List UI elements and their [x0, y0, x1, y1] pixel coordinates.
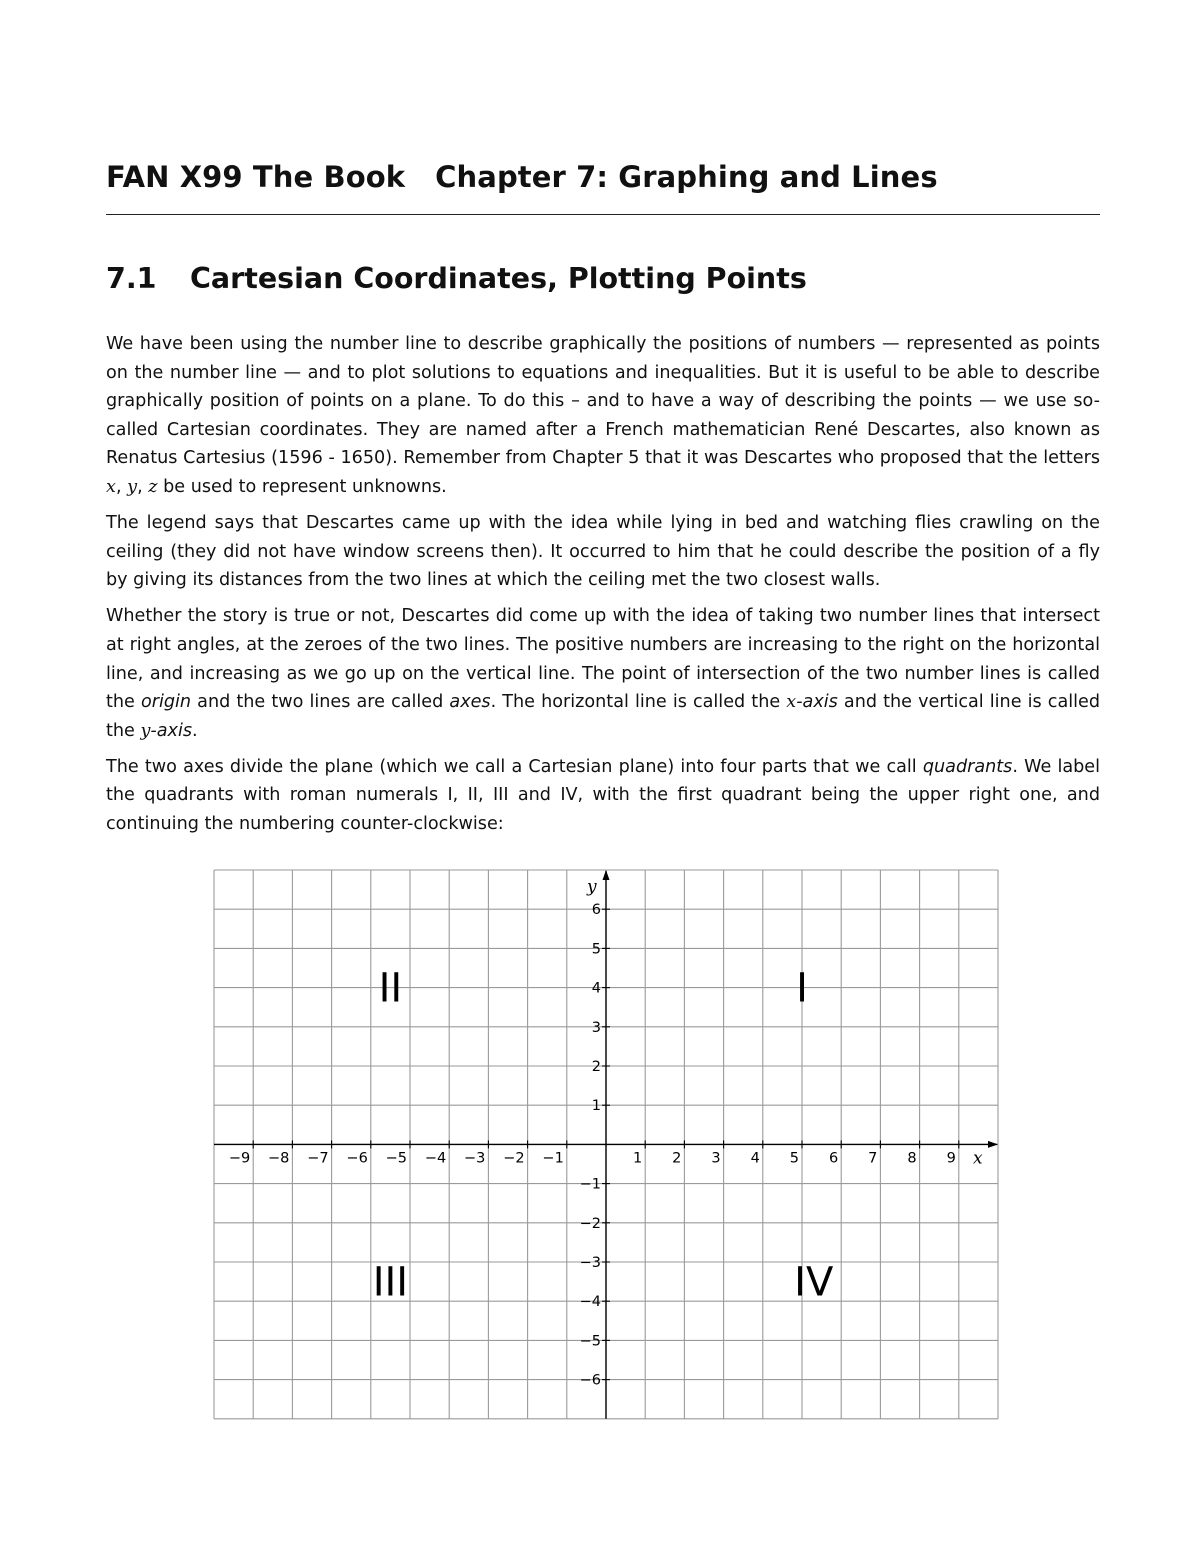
paragraph-1-text: We have been using the number line to describe graphically the positions of numbers — represented as points on the number line — and to plot solutions to equations and inequalities. But it is useful to be able to describe graphically position of points on a plane. To do this – and to have a way of describing the points — we use so-called Cartesian coordinates. They are named after a French mathematician René Descartes, also known as Renatus Cartesius (1596 - 1650). Remember from Chapter 5 that it was Descartes who proposed that the letters	[106, 334, 1100, 469]
section-heading	[106, 262, 807, 295]
section-title: Cartesian Coordinates, Plotting Points	[190, 262, 807, 295]
var-x: x	[106, 476, 116, 497]
paragraph-3-text: and the two lines are called	[191, 692, 450, 713]
term-axes: axes	[449, 692, 491, 713]
term-x-axis: -axis	[796, 692, 838, 713]
y-tick-label: 3	[591, 1019, 601, 1036]
y-tick-label: 4	[591, 980, 601, 997]
term-y-axis-var: y	[140, 720, 151, 741]
x-tick-label: 4	[750, 1150, 760, 1167]
quadrant-label: II	[378, 965, 403, 1012]
x-tick-label: 1	[632, 1150, 643, 1167]
cartesian-plane	[212, 868, 1002, 1424]
quadrant-labels	[373, 966, 834, 1306]
running-title	[106, 160, 1100, 194]
paragraph-1	[106, 330, 1100, 502]
paragraph-4	[106, 753, 1100, 839]
x-tick-label: −9	[228, 1150, 251, 1167]
x-tick-label: −8	[268, 1150, 290, 1167]
x-tick-label: −1	[542, 1150, 564, 1167]
quadrant-label: III	[372, 1259, 409, 1306]
y-tick-label: −6	[579, 1372, 601, 1389]
y-tick-label: 6	[591, 902, 601, 919]
y-tick-label: 2	[591, 1059, 601, 1075]
paragraph-1-text-end: be used to represent unknowns.	[157, 476, 447, 497]
paragraph-3-text: Whether the story is true or not, Descartes did come up with the idea of taking two number lines that intersect at right angles, at the zeroes of the two lines. The positive numbers are increasing to the right on the horizontal line, and increasing as we go up on the vertical line. The point of intersection of the two number lines is called the	[106, 606, 1100, 713]
x-axis-label: x	[973, 1148, 983, 1169]
paragraph-2: The legend says that Descartes came up with the idea while lying in bed and watching flies crawling on the ceiling (they did not have window screens then). It occurred to him that he could describe the position of a fly by giving its distances from the two lines at which the ceiling met the two closest walls.	[106, 513, 1100, 591]
y-tick-label: 1	[591, 1098, 601, 1115]
y-tick-label: −4	[579, 1294, 601, 1311]
x-tick-label: 2	[672, 1150, 682, 1167]
x-tick-label: 9	[946, 1150, 956, 1167]
y-tick-label: −2	[579, 1215, 601, 1232]
separator: ,	[115, 476, 128, 497]
x-tick-label: −7	[307, 1150, 329, 1167]
paragraph-3-text-end: .	[192, 720, 198, 741]
x-tick-label: 6	[828, 1150, 839, 1167]
x-tick-label: 3	[711, 1150, 721, 1167]
x-tick-label: −5	[385, 1150, 407, 1167]
x-tick-label: 7	[868, 1150, 878, 1167]
book-title: FAN X99 The Book	[106, 160, 406, 194]
y-tick-label: −1	[579, 1176, 601, 1193]
y-tick-label: −5	[579, 1333, 601, 1350]
paragraph-3	[106, 602, 1100, 745]
chapter-title: Chapter 7: Graphing and Lines	[435, 160, 938, 194]
x-tick-label: −6	[346, 1150, 368, 1167]
paragraph-4-text-end: . We label the quadrants with roman numerals I, II, III and IV, with the first quadrant being the upper right one, and continuing the numbering counter-clockwise:	[106, 756, 1100, 834]
x-tick-label: −4	[424, 1150, 447, 1167]
header-rule	[106, 214, 1100, 215]
separator: ,	[137, 476, 149, 497]
paragraph-3-text: . The horizontal line is called the	[490, 692, 787, 713]
y-axis-label: y	[587, 877, 597, 897]
term-quadrants: quadrants	[922, 756, 1013, 777]
x-tick-label: −2	[503, 1150, 525, 1167]
term-origin: origin	[140, 692, 192, 713]
paragraph-4-text: The two axes divide the plane (which we call a Cartesian plane) into four parts that we call	[106, 756, 923, 777]
x-tick-label: 5	[789, 1150, 799, 1167]
x-tick-label: 8	[907, 1150, 917, 1167]
quadrant-label: I	[796, 965, 808, 1012]
x-tick-label: −3	[464, 1150, 486, 1167]
y-tick-label: −3	[579, 1255, 601, 1271]
body-text	[106, 330, 1100, 846]
paragraph-3-text: and the vertical line is called the	[106, 692, 1101, 741]
page-header	[106, 160, 1100, 194]
section-number: 7.1	[106, 262, 157, 295]
quadrant-label: IV	[794, 1259, 834, 1306]
var-y: y	[127, 476, 138, 497]
y-tick-label: 5	[591, 941, 601, 958]
term-x-axis-var: x	[786, 692, 797, 713]
var-z: z	[148, 476, 158, 497]
term-y-axis: -axis	[150, 720, 193, 741]
